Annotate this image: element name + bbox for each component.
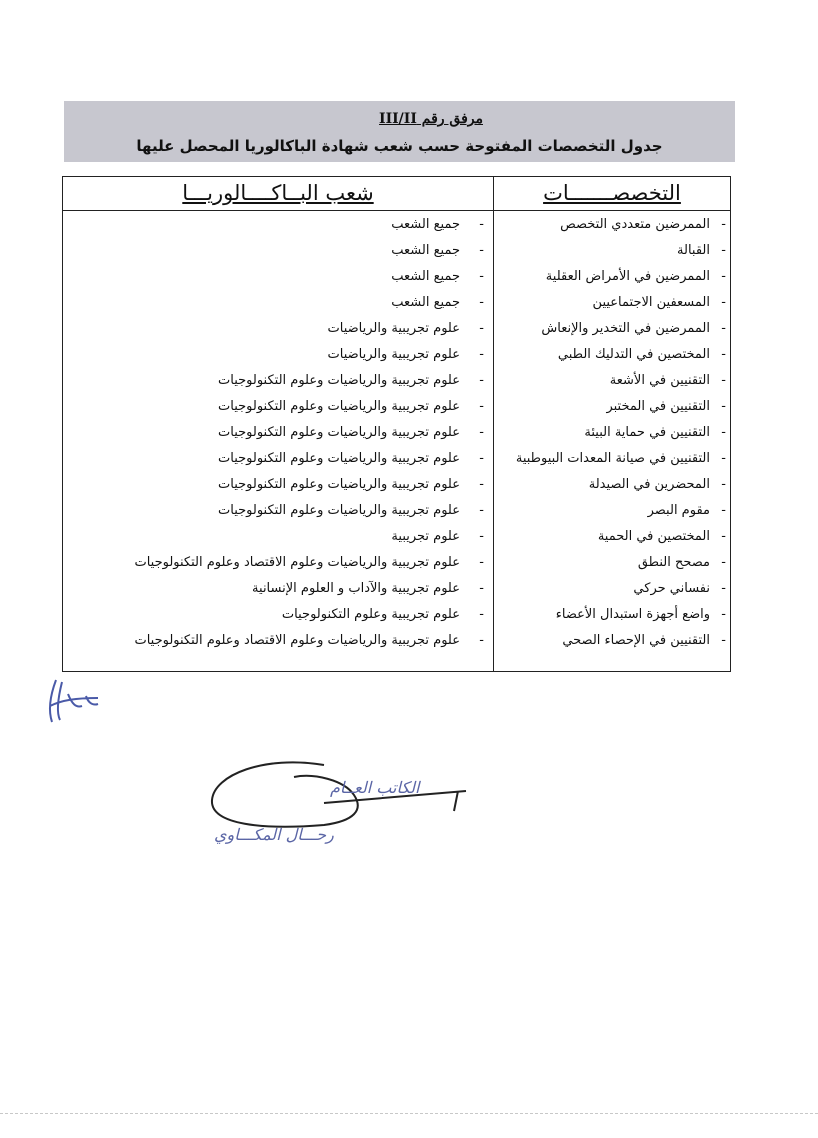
branch-cell: علوم تجريبية والرياضيات xyxy=(327,321,460,336)
branch-cell: علوم تجريبية والرياضيات وعلوم التكنولوجيات xyxy=(218,477,460,492)
table-row xyxy=(63,289,730,315)
specialty-cell: المسعفين الاجتماعيين xyxy=(592,295,710,310)
specialty-cell: مصحح النطق xyxy=(637,555,710,570)
specialty-cell: التقنيين في حماية البيئة xyxy=(584,425,710,440)
bullet-dash: - xyxy=(721,633,726,648)
scan-edge-line xyxy=(0,1113,818,1115)
specialty-cell: واضع أجهزة استبدال الأعضاء xyxy=(555,607,710,622)
bullet-dash: - xyxy=(479,217,484,232)
bullet-dash: - xyxy=(721,373,726,388)
bullet-dash: - xyxy=(721,503,726,518)
bullet-dash: - xyxy=(479,477,484,492)
specialty-cell: التقنيين في صيانة المعدات البيوطبية xyxy=(515,451,710,466)
table-row xyxy=(63,523,730,549)
specialty-cell: نفساني حركي xyxy=(633,581,710,596)
bullet-dash: - xyxy=(479,269,484,284)
branch-cell: علوم تجريبية وعلوم التكنولوجيات xyxy=(281,607,460,622)
specialty-cell: التقنيين في الأشعة xyxy=(609,373,710,388)
branch-cell: علوم تجريبية والرياضيات وعلوم التكنولوجيات xyxy=(218,399,460,414)
table-row xyxy=(63,367,730,393)
table-row xyxy=(63,497,730,523)
branch-cell: علوم تجريبية والآداب و العلوم الإنسانية xyxy=(252,581,460,596)
specialty-cell: المختصين في الحمية xyxy=(597,529,710,544)
branch-cell: علوم تجريبية والرياضيات وعلوم الاقتصاد وعلوم التكنولوجيات xyxy=(134,633,460,648)
table-row xyxy=(63,627,730,653)
branch-cell: علوم تجريبية والرياضيات وعلوم التكنولوجيات xyxy=(218,425,460,440)
document-title: جدول التخصصات المفتوحة حسب شعب شهادة الباكالوريا المحصل عليها xyxy=(136,137,663,155)
bullet-dash: - xyxy=(721,477,726,492)
table-row xyxy=(63,211,730,237)
bullet-dash: - xyxy=(721,217,726,232)
column-header-branches: شعب البــاكــــالوريـــا xyxy=(182,181,374,205)
specialty-cell: التقنيين في المختبر xyxy=(606,399,710,414)
table-row xyxy=(63,419,730,445)
bullet-dash: - xyxy=(721,451,726,466)
signatory-name: رحـــال المكـــاوي xyxy=(214,825,334,844)
bullet-dash: - xyxy=(721,581,726,596)
branch-cell: جميع الشعب xyxy=(391,217,460,232)
bullet-dash: - xyxy=(721,425,726,440)
bullet-dash: - xyxy=(479,451,484,466)
branch-cell: علوم تجريبية والرياضيات xyxy=(327,347,460,362)
specialty-cell: المحضرين في الصيدلة xyxy=(588,477,710,492)
bullet-dash: - xyxy=(479,425,484,440)
bullet-dash: - xyxy=(479,373,484,388)
branch-cell: جميع الشعب xyxy=(391,295,460,310)
branch-cell: علوم تجريبية والرياضيات وعلوم الاقتصاد وعلوم التكنولوجيات xyxy=(134,555,460,570)
branch-cell: علوم تجريبية والرياضيات وعلوم التكنولوجيات xyxy=(218,373,460,388)
specialties-table xyxy=(62,176,731,672)
branch-cell: جميع الشعب xyxy=(391,269,460,284)
bullet-dash: - xyxy=(721,529,726,544)
bullet-dash: - xyxy=(479,581,484,596)
table-row xyxy=(63,341,730,367)
bullet-dash: - xyxy=(479,607,484,622)
bullet-dash: - xyxy=(479,633,484,648)
bullet-dash: - xyxy=(479,399,484,414)
table-row xyxy=(63,549,730,575)
table-row xyxy=(63,263,730,289)
bullet-dash: - xyxy=(721,295,726,310)
table-row xyxy=(63,393,730,419)
column-header-specialties: التخصصـــــــات xyxy=(543,181,681,205)
bullet-dash: - xyxy=(721,269,726,284)
table-row xyxy=(63,445,730,471)
specialty-cell: القبالة xyxy=(677,243,710,258)
bullet-dash: - xyxy=(721,321,726,336)
bullet-dash: - xyxy=(479,321,484,336)
specialty-cell: الممرضين في الأمراض العقلية xyxy=(545,269,710,284)
table-row xyxy=(63,471,730,497)
branch-cell: علوم تجريبية xyxy=(391,529,460,544)
specialty-cell: الممرضين متعددي التخصص xyxy=(560,217,710,232)
bullet-dash: - xyxy=(721,399,726,414)
specialty-cell: مقوم البصر xyxy=(647,503,710,518)
table-row xyxy=(63,601,730,627)
signatory-title: الكاتب العــام xyxy=(330,778,420,797)
table-row xyxy=(63,315,730,341)
bullet-dash: - xyxy=(479,243,484,258)
initials-mark xyxy=(42,676,104,726)
document-header xyxy=(64,101,735,162)
specialty-cell: الممرضين في التخدير والإنعاش xyxy=(541,321,710,336)
branch-cell: علوم تجريبية والرياضيات وعلوم التكنولوجيات xyxy=(218,451,460,466)
bullet-dash: - xyxy=(479,503,484,518)
branch-cell: جميع الشعب xyxy=(391,243,460,258)
table-row xyxy=(63,575,730,601)
bullet-dash: - xyxy=(479,529,484,544)
bullet-dash: - xyxy=(479,555,484,570)
specialty-cell: التقنيين في الإحصاء الصحي xyxy=(562,633,710,648)
branch-cell: علوم تجريبية والرياضيات وعلوم التكنولوجيات xyxy=(218,503,460,518)
bullet-dash: - xyxy=(721,555,726,570)
bullet-dash: - xyxy=(721,347,726,362)
bullet-dash: - xyxy=(721,243,726,258)
specialty-cell: المختصين في التدليك الطبي xyxy=(557,347,710,362)
bullet-dash: - xyxy=(721,607,726,622)
annex-number: مرفق رقم III/II xyxy=(379,111,483,127)
bullet-dash: - xyxy=(479,295,484,310)
bullet-dash: - xyxy=(479,347,484,362)
table-row xyxy=(63,237,730,263)
